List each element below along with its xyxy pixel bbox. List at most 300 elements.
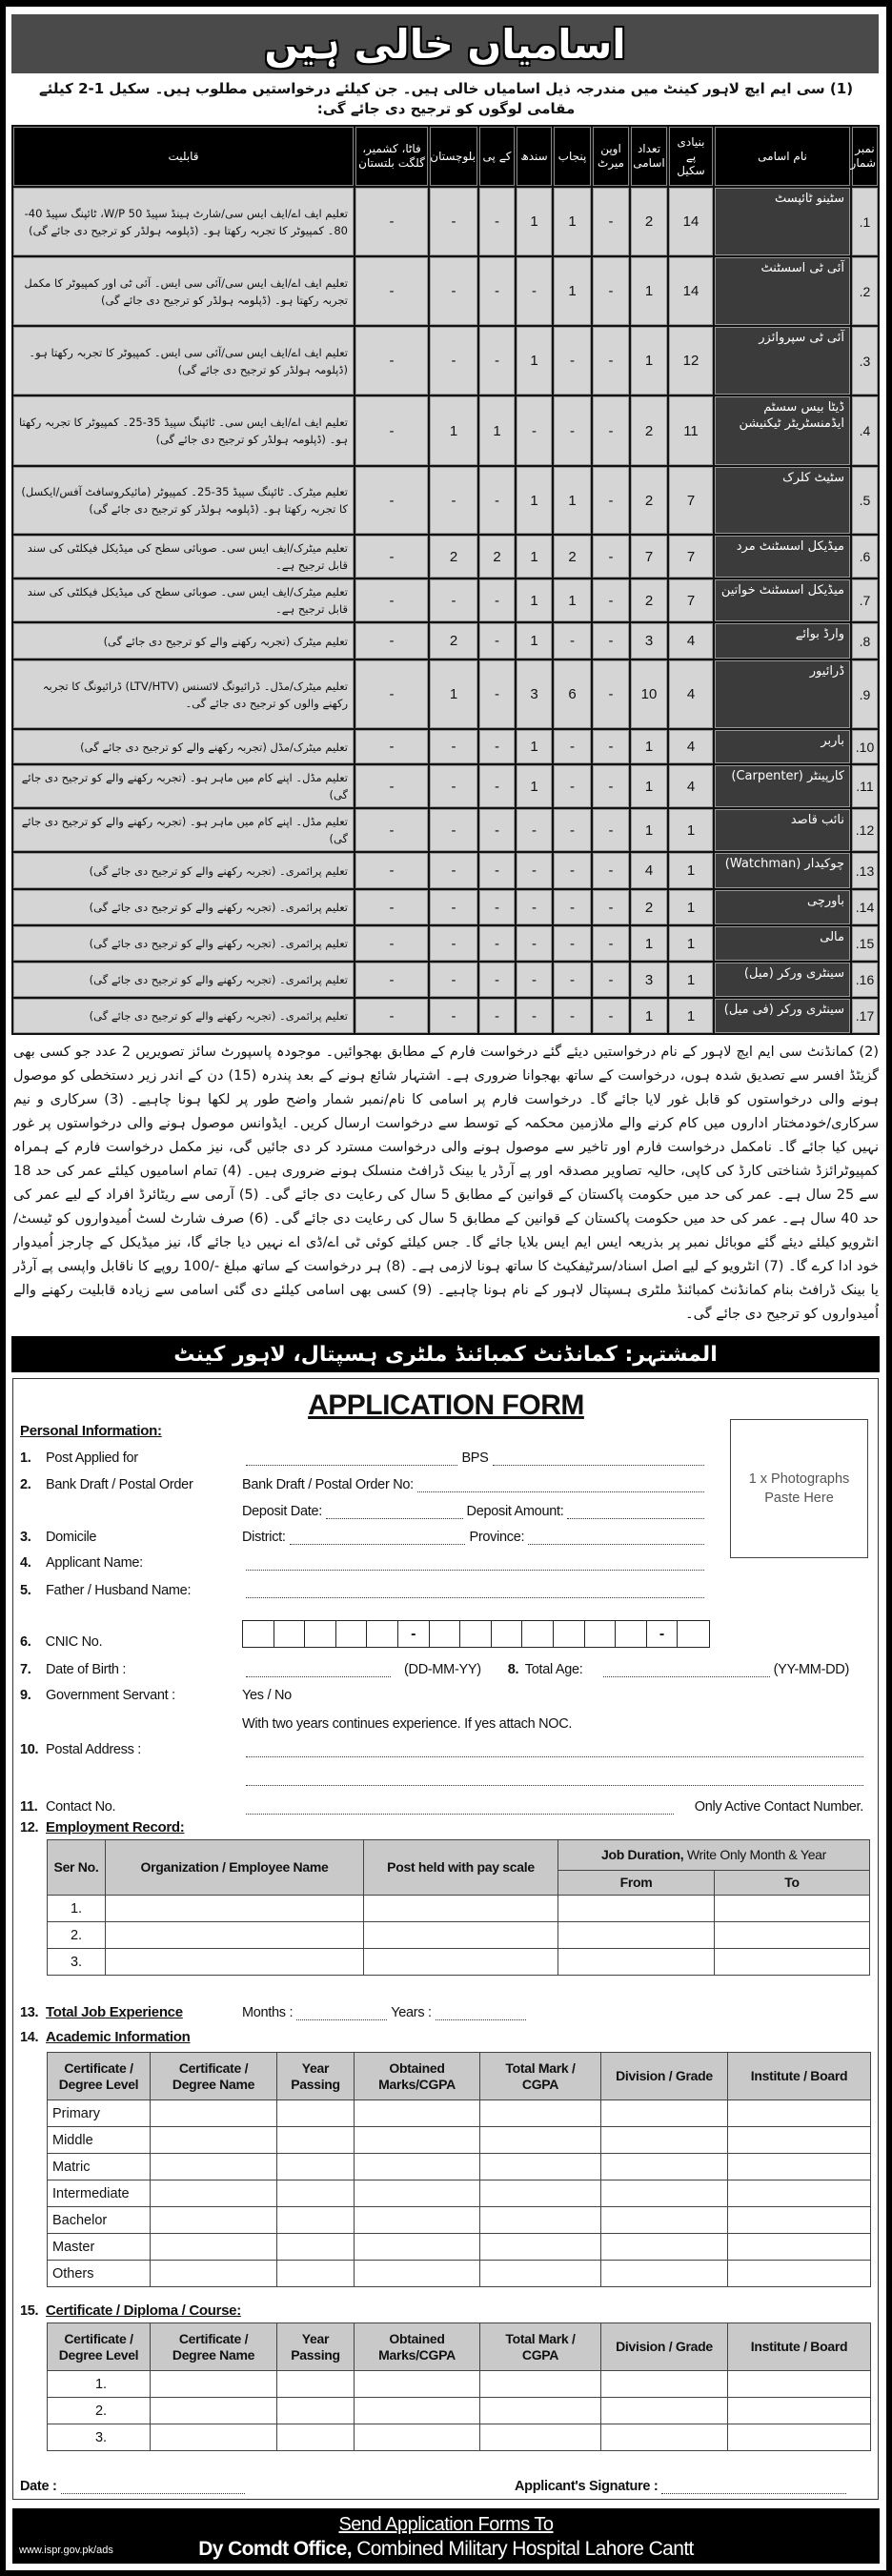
- cell-open: -: [593, 999, 629, 1033]
- employment-cell[interactable]: [715, 1896, 870, 1922]
- contact-note: Only Active Contact Number.: [694, 1799, 863, 1815]
- footer-office: Dy Comdt Office,: [198, 2538, 352, 2560]
- col-header: Obtained Marks/CGPA: [355, 2323, 480, 2371]
- row-label: 1.: [48, 2371, 151, 2398]
- draft-no-input[interactable]: [417, 1479, 704, 1492]
- cell-fata: -: [355, 963, 428, 997]
- cell-punjab: 1: [554, 257, 591, 325]
- bps-label: BPS: [461, 1450, 489, 1466]
- field-bank-draft: [20, 1473, 708, 1492]
- dob-input[interactable]: [246, 1664, 391, 1677]
- vacancy-row: [13, 660, 878, 728]
- vacancy-row: [13, 730, 878, 763]
- cnic-digit-box[interactable]: [460, 1621, 492, 1647]
- footer-website[interactable]: www.ispr.gov.pk/ads: [19, 2545, 113, 2556]
- field-govt-servant: [20, 1684, 708, 1703]
- cell-sindh: 1: [517, 327, 552, 395]
- record-row: [48, 2398, 871, 2424]
- field-cnic: [20, 1631, 239, 1650]
- record-cell[interactable]: [480, 2234, 601, 2261]
- cell-qualification: تعلیم پرائمری۔ (تجربہ رکھنے والے کو ترجیح دی جائے گی): [13, 926, 354, 961]
- cnic-digit-box[interactable]: [522, 1621, 554, 1647]
- record-cell[interactable]: [277, 2371, 355, 2398]
- record-cell[interactable]: [601, 2207, 728, 2234]
- cell-punjab: -: [554, 999, 591, 1033]
- record-cell[interactable]: [480, 2154, 601, 2180]
- cell-kp: -: [479, 853, 515, 888]
- col-header: Certificate / Degree Name: [151, 2053, 277, 2100]
- cell-name: باربر: [715, 730, 850, 763]
- record-cell[interactable]: [355, 2398, 480, 2424]
- cell-bps: 1: [669, 809, 713, 851]
- record-cell[interactable]: [480, 2127, 601, 2154]
- record-row: [48, 2180, 871, 2207]
- record-cell[interactable]: [728, 2424, 871, 2451]
- col-kp: کے پی: [479, 127, 515, 186]
- cell-no: 11.: [852, 765, 878, 807]
- cell-qualification: تعلیم پرائمری۔ (تجربہ رکھنے والے کو ترجیح دی جائے گی): [13, 963, 354, 997]
- cell-balochistan: -: [430, 809, 477, 851]
- vacancy-row: [13, 890, 878, 924]
- employment-cell[interactable]: [364, 1896, 558, 1922]
- col-duration: [558, 1840, 870, 1871]
- record-cell[interactable]: [355, 2234, 480, 2261]
- cell-sindh: -: [517, 963, 552, 997]
- cell-open: -: [593, 963, 629, 997]
- vacancy-row: [13, 396, 878, 465]
- contact-input[interactable]: [246, 1801, 674, 1815]
- cnic-digit-box[interactable]: [305, 1621, 336, 1647]
- advertiser-banner: المشتہر: کمانڈنٹ کمبائنڈ ملٹری ہسپتال، لاہور کینٹ: [11, 1336, 880, 1372]
- record-cell[interactable]: [277, 2207, 355, 2234]
- cell-count: 3: [631, 963, 667, 997]
- cell-name: سینٹری ورکر (میل): [715, 963, 850, 997]
- record-cell[interactable]: [277, 2127, 355, 2154]
- record-cell[interactable]: [728, 2261, 871, 2287]
- cell-bps: 4: [669, 765, 713, 807]
- vacancy-row: [13, 853, 878, 888]
- date-input[interactable]: [61, 2481, 246, 2494]
- cell-no: 10.: [852, 730, 878, 763]
- cell-count: 3: [631, 623, 667, 659]
- cell-punjab: -: [554, 396, 591, 465]
- cnic-digit-box[interactable]: [430, 1621, 461, 1647]
- cell-qualification: تعلیم میٹرک/مڈل۔ ڈرائیونگ لائسنس (LTV/HTV) ڈرائیونگ کا تجربہ رکھنے والوں کو ترجیح دی جائے گی۔: [13, 660, 354, 728]
- cell-bps: 7: [669, 536, 713, 578]
- field-number: 13.: [20, 2005, 39, 2020]
- cell-bps: 14: [669, 257, 713, 325]
- cell-bps: 12: [669, 327, 713, 395]
- district-label: District:: [242, 1530, 286, 1545]
- cell-sindh: 3: [517, 660, 552, 728]
- deposit-amount-label: Deposit Amount:: [466, 1504, 564, 1519]
- cell-name: وارڈ بوائے: [715, 623, 850, 659]
- cell-name: چوکیدار (Watchman): [715, 853, 850, 888]
- cell-balochistan: 2: [430, 623, 477, 659]
- cell-bps: 4: [669, 623, 713, 659]
- cell-count: 2: [631, 890, 667, 924]
- date-label: Date :: [20, 2479, 57, 2494]
- cell-count: 2: [631, 188, 667, 255]
- cell-sindh: -: [517, 926, 552, 961]
- cell-bps: 11: [669, 396, 713, 465]
- record-cell[interactable]: [355, 2207, 480, 2234]
- cell-count: 7: [631, 536, 667, 578]
- cell-punjab: 1: [554, 188, 591, 255]
- field-signature: [515, 2475, 850, 2494]
- field-label: Post Applied for: [46, 1450, 138, 1466]
- record-cell[interactable]: [355, 2127, 480, 2154]
- months-input[interactable]: [296, 2007, 387, 2020]
- record-cell[interactable]: [601, 2261, 728, 2287]
- record-row: [48, 2154, 871, 2180]
- record-cell[interactable]: [151, 2154, 277, 2180]
- col-header: Total Mark / CGPA: [480, 2053, 601, 2100]
- cell-open: -: [593, 730, 629, 763]
- cell-bps: 7: [669, 579, 713, 621]
- cell-fata: -: [355, 730, 428, 763]
- record-cell[interactable]: [277, 2424, 355, 2451]
- employment-cell[interactable]: [715, 1922, 870, 1949]
- record-cell[interactable]: [480, 2261, 601, 2287]
- record-cell[interactable]: [728, 2100, 871, 2127]
- record-cell[interactable]: [355, 2261, 480, 2287]
- employment-row: [48, 1896, 870, 1922]
- row-label: Middle: [48, 2127, 151, 2154]
- field-number: 6.: [20, 1634, 31, 1650]
- field-date: [20, 2475, 249, 2494]
- cell-punjab: -: [554, 765, 591, 807]
- cell-count: 1: [631, 926, 667, 961]
- col-sindh: سندھ: [517, 127, 552, 186]
- record-cell[interactable]: [277, 2100, 355, 2127]
- bps-input[interactable]: [493, 1452, 704, 1466]
- cell-qualification: تعلیم ایف اے/ایف ایس سی/آئی سی ایس۔ کمپیوٹر کا تجربہ رکھتا ہو۔ (ڈپلومہ ہولڈر کو ترجیح دی جائے گی): [13, 327, 354, 395]
- cell-qualification: تعلیم میٹرک (تجربہ رکھنے والے کو ترجیح دی جائے گی): [13, 623, 354, 659]
- record-cell[interactable]: [151, 2261, 277, 2287]
- record-cell[interactable]: [355, 2100, 480, 2127]
- cell-balochistan: -: [430, 765, 477, 807]
- cell-count: 2: [631, 396, 667, 465]
- section-title: Certificate / Diploma / Course:: [46, 2302, 241, 2319]
- post-input[interactable]: [246, 1452, 457, 1466]
- col-ser: Ser No.: [48, 1840, 106, 1896]
- footer-banner: [12, 2508, 880, 2564]
- cell-open: -: [593, 579, 629, 621]
- row-label: 3.: [48, 2424, 151, 2451]
- cell-name: باورچی: [715, 890, 850, 924]
- cell-bps: 14: [669, 188, 713, 255]
- cell-sindh: -: [517, 809, 552, 851]
- cell-balochistan: -: [430, 467, 477, 534]
- record-cell[interactable]: [151, 2371, 277, 2398]
- field-number: 12.: [20, 1820, 39, 1836]
- cell-sindh: 1: [517, 188, 552, 255]
- footer-send-to: Send Application Forms To: [338, 2514, 554, 2535]
- cell-qualification: تعلیم ایف اے/ایف ایس سی/آئی سی ایس۔ آئی ٹی اور کمپیوٹر کا مکمل تجربہ رکھتا ہو۔ (ڈپلومہ ہولڈر کو ترجیح دی جائے گی): [13, 257, 354, 325]
- province-input[interactable]: [528, 1531, 704, 1545]
- field-father-name: [20, 1579, 708, 1598]
- vacancy-row: [13, 963, 878, 997]
- cell-open: -: [593, 809, 629, 851]
- father-name-input[interactable]: [246, 1585, 704, 1598]
- col-org: Organization / Employee Name: [106, 1840, 364, 1896]
- cell-sindh: 1: [517, 765, 552, 807]
- record-cell[interactable]: [480, 2398, 601, 2424]
- cell-name: آئی ٹی اسسٹنٹ: [715, 257, 850, 325]
- province-label: Province:: [469, 1530, 525, 1545]
- total-age-input[interactable]: [603, 1664, 769, 1677]
- record-cell[interactable]: [355, 2424, 480, 2451]
- address-input-line2[interactable]: [246, 1773, 863, 1786]
- vacancy-row: [13, 536, 878, 578]
- cell-count: 2: [631, 467, 667, 534]
- col-header: Institute / Board: [728, 2053, 871, 2100]
- cell-no: 8.: [852, 623, 878, 659]
- cell-fata: -: [355, 579, 428, 621]
- record-cell[interactable]: [277, 2234, 355, 2261]
- cell-punjab: -: [554, 853, 591, 888]
- record-cell[interactable]: [728, 2398, 871, 2424]
- employment-cell[interactable]: [558, 1922, 715, 1949]
- cell-count: 10: [631, 660, 667, 728]
- col-open-merit: اوپن میرٹ: [593, 127, 629, 186]
- record-cell[interactable]: [728, 2207, 871, 2234]
- deposit-amount-input[interactable]: [567, 1506, 704, 1519]
- field-label: Date of Birth :: [46, 1662, 127, 1677]
- record-cell[interactable]: [355, 2371, 480, 2398]
- record-cell[interactable]: [480, 2180, 601, 2207]
- cell-punjab: -: [554, 327, 591, 395]
- cell-fata: -: [355, 890, 428, 924]
- employment-heading: [20, 1816, 184, 1836]
- cell-fata: -: [355, 926, 428, 961]
- record-cell[interactable]: [601, 2154, 728, 2180]
- cell-punjab: 1: [554, 579, 591, 621]
- cnic-digit-box[interactable]: [678, 1621, 709, 1647]
- academic-table: [47, 2052, 871, 2287]
- cell-bps: 4: [669, 730, 713, 763]
- address-input-line1[interactable]: [246, 1744, 863, 1757]
- cnic-digit-box[interactable]: [243, 1621, 274, 1647]
- cell-open: -: [593, 660, 629, 728]
- field-domicile: [20, 1526, 708, 1545]
- cell-fata: -: [355, 765, 428, 807]
- record-cell[interactable]: [151, 2207, 277, 2234]
- employment-cell[interactable]: [558, 1896, 715, 1922]
- cell-qualification: تعلیم میٹرک۔ ٹائپنگ سپیڈ 35-25۔ کمپیوٹر (مائیکروسافٹ آفس/ایکسل) کا تجربہ رکھتا ہو۔ (ڈپلومہ ہولڈر کو ترجیح دی جائے گی): [13, 467, 354, 534]
- record-cell[interactable]: [601, 2100, 728, 2127]
- record-cell[interactable]: [601, 2424, 728, 2451]
- record-cell[interactable]: [601, 2398, 728, 2424]
- record-cell[interactable]: [277, 2180, 355, 2207]
- cell-no: 14.: [852, 890, 878, 924]
- record-cell[interactable]: [151, 2100, 277, 2127]
- cell-punjab: 1: [554, 467, 591, 534]
- personal-info-heading: Personal Information:: [20, 1423, 162, 1439]
- photo-box-label: 1 x Photographs Paste Here: [748, 1471, 850, 1506]
- record-cell[interactable]: [480, 2371, 601, 2398]
- cell-no: 3.: [852, 327, 878, 395]
- cell-kp: -: [479, 623, 515, 659]
- field-number: 8.: [507, 1662, 519, 1677]
- cnic-boxes[interactable]: [242, 1620, 710, 1648]
- record-cell[interactable]: [601, 2371, 728, 2398]
- record-cell[interactable]: [151, 2180, 277, 2207]
- record-cell[interactable]: [601, 2234, 728, 2261]
- cell-qualification: تعلیم میٹرک/ایف ایس سی۔ صوبائی سطح کی میڈیکل فیکلٹی کی سند قابل ترجیح ہے۔: [13, 579, 354, 621]
- record-cell[interactable]: [480, 2424, 601, 2451]
- years-label: Years :: [391, 2005, 432, 2020]
- cell-bps: 1: [669, 999, 713, 1033]
- col-header: Division / Grade: [601, 2323, 728, 2371]
- cell-name: نائب قاصد: [715, 809, 850, 851]
- cell-kp: -: [479, 327, 515, 395]
- record-row: [48, 2261, 871, 2287]
- cnic-digit-box[interactable]: [585, 1621, 617, 1647]
- record-cell[interactable]: [728, 2154, 871, 2180]
- record-cell[interactable]: [601, 2127, 728, 2154]
- draft-no-label: Bank Draft / Postal Order No:: [242, 1477, 414, 1492]
- cell-kp: -: [479, 809, 515, 851]
- record-cell[interactable]: [151, 2234, 277, 2261]
- field-govt-note: [20, 1713, 708, 1732]
- cell-kp: 1: [479, 396, 515, 465]
- record-cell[interactable]: [480, 2100, 601, 2127]
- cell-no: 12.: [852, 809, 878, 851]
- record-cell[interactable]: [151, 2127, 277, 2154]
- record-cell[interactable]: [728, 2371, 871, 2398]
- years-input[interactable]: [436, 2007, 526, 2020]
- section-title: Total Job Experience: [46, 2004, 183, 2020]
- district-input[interactable]: [290, 1531, 466, 1545]
- record-cell[interactable]: [728, 2234, 871, 2261]
- cell-balochistan: -: [430, 188, 477, 255]
- cell-open: -: [593, 623, 629, 659]
- record-row: [48, 2100, 871, 2127]
- employment-cell[interactable]: [715, 1949, 870, 1976]
- cell-kp: 2: [479, 536, 515, 578]
- row-label: Bachelor: [48, 2207, 151, 2234]
- field-number: 9.: [20, 1688, 31, 1703]
- cell-no: 1.: [852, 188, 878, 255]
- record-cell[interactable]: [355, 2154, 480, 2180]
- cell-punjab: -: [554, 890, 591, 924]
- cnic-digit-box[interactable]: [492, 1621, 523, 1647]
- cell-no: 13.: [852, 853, 878, 888]
- row-label: Master: [48, 2234, 151, 2261]
- field-number: 15.: [20, 2303, 39, 2319]
- cell-kp: -: [479, 926, 515, 961]
- cell-open: -: [593, 765, 629, 807]
- cell-kp: -: [479, 467, 515, 534]
- record-cell[interactable]: [151, 2398, 277, 2424]
- cell-qualification: تعلیم ایف اے/ایف ایس سی/شارٹ ہینڈ سپیڈ 50 W/P، ٹائپنگ سپیڈ 40-80۔ کمپیوٹر کا تجربہ رکھتا ہو۔ (ڈپلومہ ہولڈر کو ترجیح دی جائے گی): [13, 188, 354, 255]
- field-dob: [20, 1658, 849, 1677]
- cell-punjab: -: [554, 809, 591, 851]
- cell-bps: 1: [669, 890, 713, 924]
- record-cell[interactable]: [728, 2180, 871, 2207]
- deposit-date-input[interactable]: [326, 1506, 463, 1519]
- record-cell[interactable]: [277, 2398, 355, 2424]
- cell-open: -: [593, 188, 629, 255]
- employment-cell[interactable]: [106, 1922, 364, 1949]
- cell-kp: -: [479, 579, 515, 621]
- yes-no-option[interactable]: Yes / No: [242, 1688, 292, 1703]
- signature-input[interactable]: [661, 2481, 846, 2494]
- cell-bps: 4: [669, 660, 713, 728]
- vacancy-row: [13, 999, 878, 1033]
- field-label: Applicant Name:: [46, 1555, 143, 1571]
- cell-count: 4: [631, 853, 667, 888]
- col-balochistan: بلوچستان: [430, 127, 477, 186]
- cell-balochistan: -: [430, 579, 477, 621]
- record-cell[interactable]: [728, 2127, 871, 2154]
- record-cell[interactable]: [151, 2424, 277, 2451]
- record-cell[interactable]: [277, 2261, 355, 2287]
- employment-cell[interactable]: [558, 1949, 715, 1976]
- cell-sindh: 1: [517, 536, 552, 578]
- terms-notes: (2) کمانڈنٹ سی ایم ایچ لاہور کے نام درخواستیں دیئے گئے درخواست فارم کے مطابق بھجوائیں۔ موجودہ پاسپورٹ سائز تصویریں 2 عدد جو کسی بھی گزیٹڈ افسر سے تصدیق شدہ ہوں، درخواست کے ساتھ بھجوانا ضروری ہے۔ اشتہار شائع ہونے کے بعد پندرہ (15) دن کے اندر زیر دستخطی کو موصول ہونے والی درخواستوں کو قابل غور لایا جائے گا۔ درخواست فارم پر اسامی کا نام/نمبر شمار واضح طور پر لکھا ہونا چاہیے۔ (3) سرکاری و نیم سرکاری/خودمختار اداروں میں کام کرنے والے ملازمین محکمہ کے توسط سے درخواست ارسال کریں۔ ایڈوانس موصول ہونے والی درخواستوں پر غور نہیں کیا جائے گا۔ نامکمل درخواست فارم اور تاخیر سے موصول ہونے والی درخواست مسترد کر دی جائیں گی، نیز مکمل درخواست فارم کے ہمراہ کمپیوٹرائزڈ شناختی کارڈ کی کاپی، حالیہ تصاویر مصدقہ اور پے آرڈر یا بینک ڈرافٹ منسلک ہونے ضروری ہیں۔ (4) تمام اسامیوں کیلئے عمر کی حد 18 سے 25 سال ہے۔ عمر کی حد میں حکومت پاکستان کے قوانین کے مطابق 5 سال کی رعایت دی جائے گی۔ (5) آرمی سے ریٹائرڈ افراد کے لیے عمر کی حد 40 سال ہے۔ عمر کی حد میں حکومت پاکستان کے قوانین کے مطابق 5 سال کی رعایت دی جائے گی۔ (6) صرف شارٹ لسٹ اُمیدواروں کو ٹیسٹ/انٹرویو کیلئے دیئے گئے موبائل نمبر پر بذریعہ ایس ایم ایس بلایا جائے گا۔ جس کیلئے کوئی ٹی اے/ڈی اے نہیں دیا جائے گا، نیز میڈیکل کے چارجز اُمیدوار خود ادا کرے گا۔ (7) انٹرویو کے لیے اصل اسناد/سرٹیفکیٹ کا ساتھ ہونا لازمی ہے۔ (8) ہر درخواست کے ساتھ مبلغ -/100 روپے کا ناقابل واپسی پے آرڈر یا بینک ڈرافٹ بنام کمانڈنٹ کمبائنڈ ملٹری ہسپتال لاہور کے نام ہونا چاہیے۔ (9) کسی بھی اسامی کیلئے دی گئی اسامی سے زیادہ قابلیت رکھنے والے اُمیدواروں کو ترجیح دی جائے گی۔: [13, 1045, 880, 1322]
- signature-label: Applicant's Signature :: [515, 2479, 659, 2494]
- field-number: 1.: [20, 1450, 31, 1466]
- cnic-digit-box[interactable]: [336, 1621, 368, 1647]
- cell-sindh: -: [517, 999, 552, 1033]
- record-cell[interactable]: [601, 2180, 728, 2207]
- cell-no: 15.: [852, 926, 878, 961]
- field-label: Bank Draft / Postal Order: [46, 1477, 193, 1492]
- record-cell[interactable]: [277, 2154, 355, 2180]
- cell-kp: -: [479, 890, 515, 924]
- photo-box[interactable]: [730, 1419, 868, 1558]
- page-title: اسامیاں خالی ہیں: [264, 20, 626, 68]
- field-number: 2.: [20, 1477, 31, 1492]
- cell-sindh: -: [517, 257, 552, 325]
- cell-sindh: 1: [517, 730, 552, 763]
- section-title: Academic Information: [46, 2029, 191, 2045]
- applicant-name-input[interactable]: [246, 1557, 704, 1571]
- field-label: Domicile: [46, 1530, 97, 1545]
- vacancy-row: [13, 467, 878, 534]
- cell-name: سٹیٹ کلرک: [715, 467, 850, 534]
- cell-name: میڈیکل اسسٹنٹ خواتین: [715, 579, 850, 621]
- cell-open: -: [593, 467, 629, 534]
- cell-count: 1: [631, 809, 667, 851]
- record-cell[interactable]: [480, 2207, 601, 2234]
- form-section: [0, 1378, 892, 2576]
- cnic-digit-box[interactable]: [554, 1621, 585, 1647]
- cell-fata: -: [355, 999, 428, 1033]
- cell-qualification: تعلیم میٹرک/ایف ایس سی۔ صوبائی سطح کی میڈیکل فیکلٹی کی سند قابل ترجیح ہے۔: [13, 536, 354, 578]
- employment-cell[interactable]: [364, 1922, 558, 1949]
- cnic-digit-box[interactable]: [274, 1621, 306, 1647]
- cnic-digit-box[interactable]: [616, 1621, 647, 1647]
- cell-fata: -: [355, 396, 428, 465]
- cnic-digit-box[interactable]: [367, 1621, 398, 1647]
- cell-sindh: -: [517, 853, 552, 888]
- cell-open: -: [593, 536, 629, 578]
- vacancies-table: [11, 125, 880, 1035]
- cell-punjab: 2: [554, 536, 591, 578]
- col-post: Post held with pay scale: [364, 1840, 558, 1896]
- row-label: 2.: [48, 2398, 151, 2424]
- record-cell[interactable]: [355, 2180, 480, 2207]
- employment-cell[interactable]: [364, 1949, 558, 1976]
- cell-balochistan: -: [430, 999, 477, 1033]
- employment-cell[interactable]: [106, 1896, 364, 1922]
- cell-qualification: تعلیم پرائمری۔ (تجربہ رکھنے والے کو ترجیح دی جائے گی): [13, 853, 354, 888]
- employment-cell[interactable]: [106, 1949, 364, 1976]
